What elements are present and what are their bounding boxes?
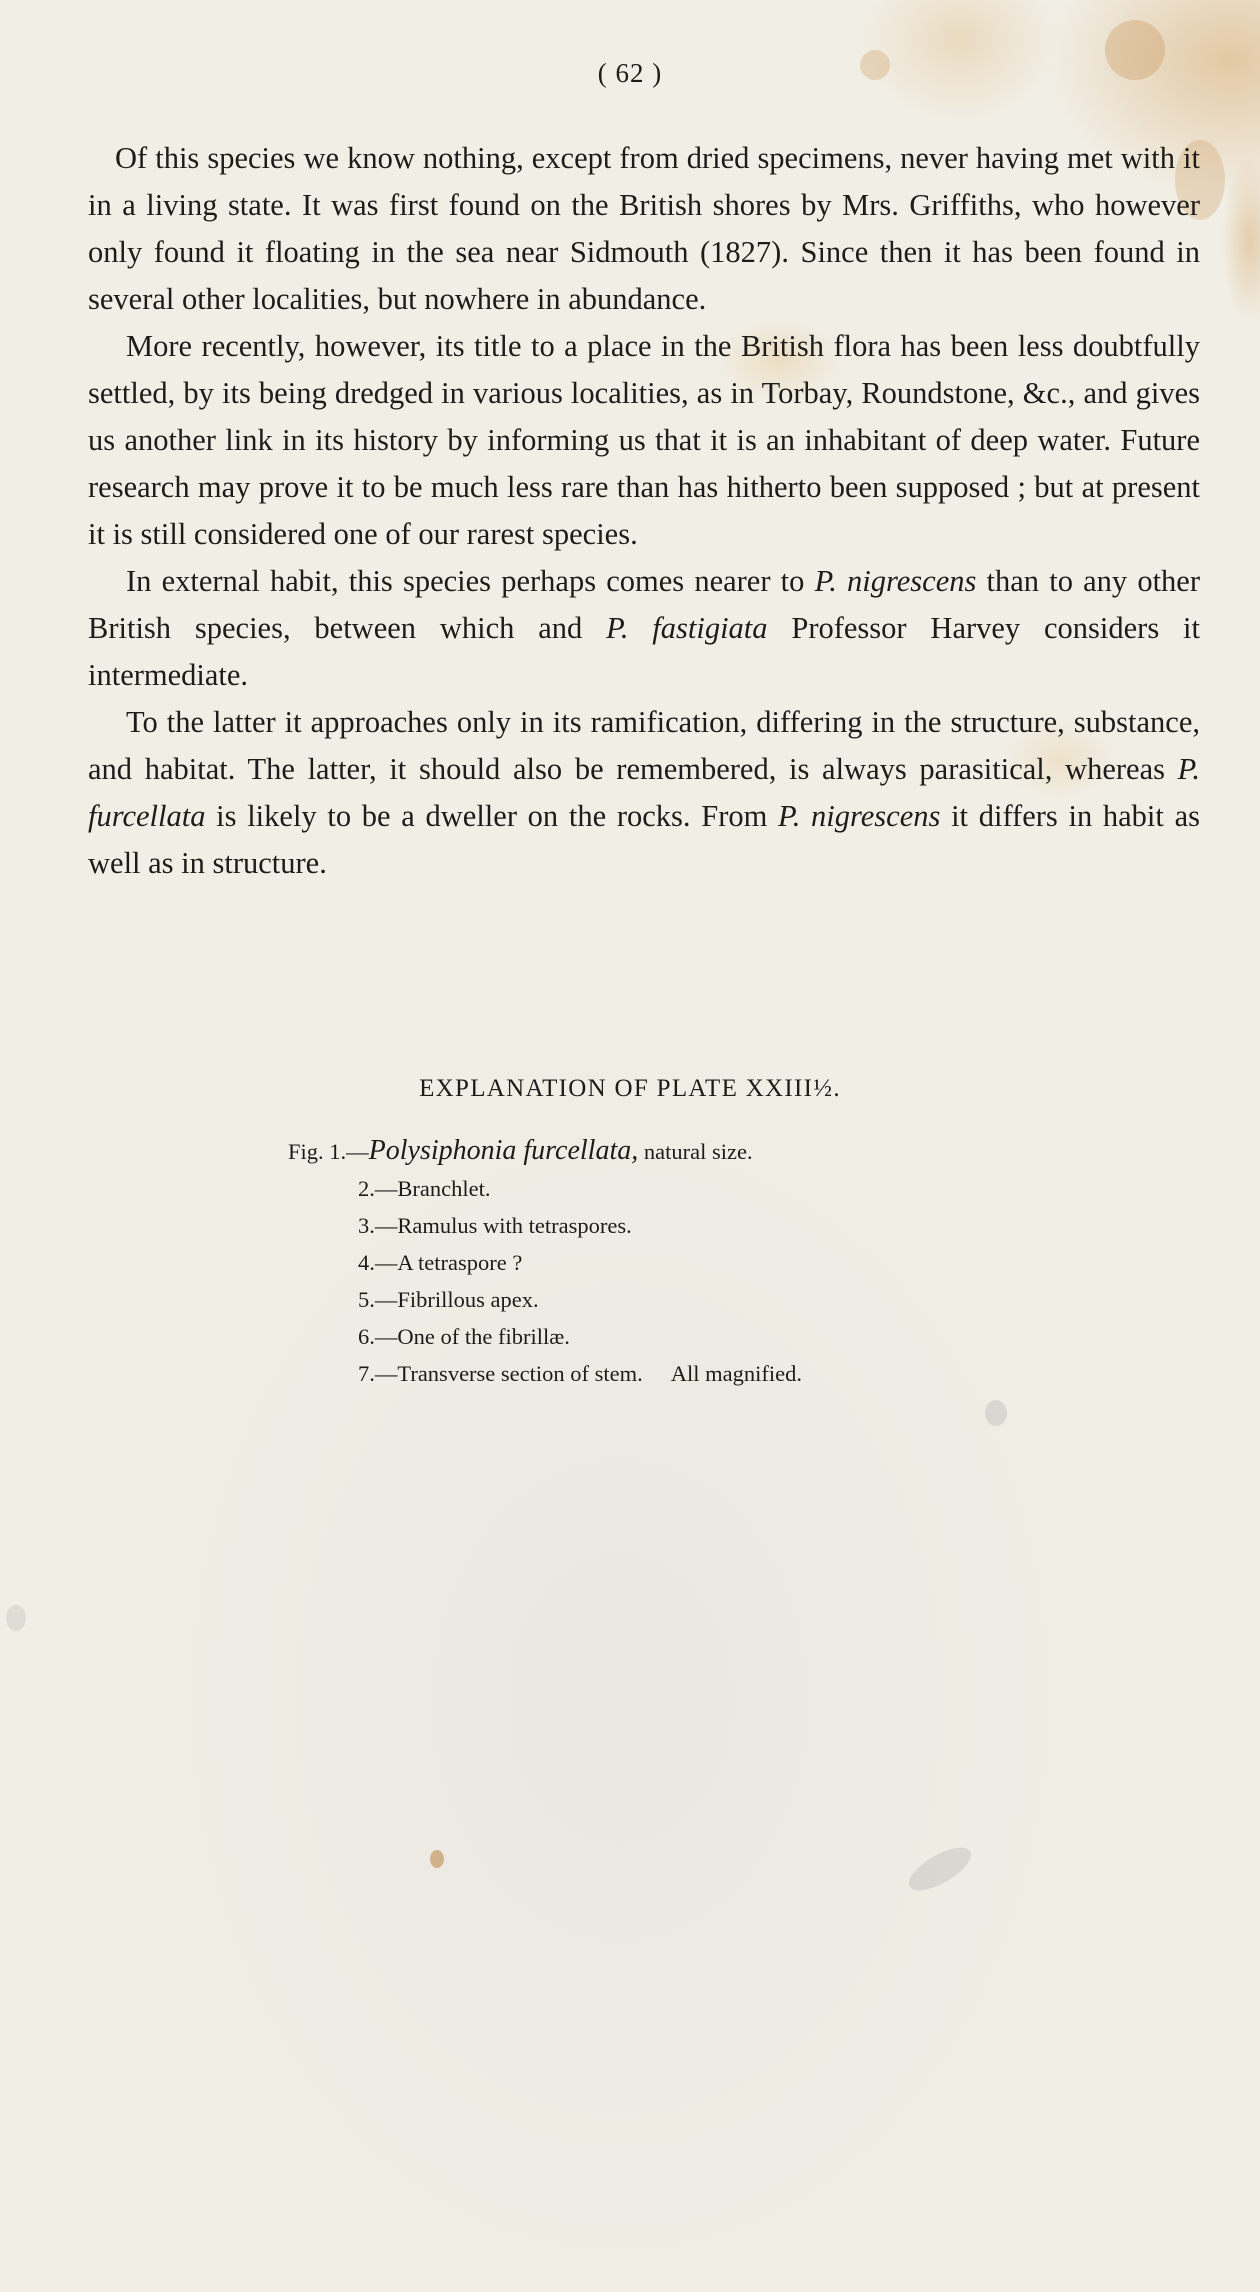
figure-description: Ramulus with tetraspores. xyxy=(397,1213,632,1238)
paragraph-text: than to any other British species, between which and xyxy=(88,564,1200,645)
paragraph-text: it differs in habit as well as in structure. xyxy=(88,799,1200,880)
paragraph xyxy=(88,558,1200,699)
species-name: P. furcellata xyxy=(88,752,1200,833)
foxing-stain xyxy=(430,1850,444,1868)
paragraph: More recently, however, its title to a place in the British flora has been less doubtfully settled, by its being dredged in various localities, as in Torbay, Roundstone, &c., and gives us another link in its history by informing us that it is an inhabitant of deep water. Future research may prove it to be much less rare than has hitherto been supposed ; but at present it is still considered one of our rarest species. xyxy=(88,329,1200,551)
figure-label: 3.— xyxy=(358,1213,398,1238)
figure-label: Fig. 1.— xyxy=(288,1139,369,1164)
body-text xyxy=(88,135,1200,887)
figure-description: natural size. xyxy=(638,1139,753,1164)
figure-label: 2.— xyxy=(358,1176,398,1201)
figure-item xyxy=(358,1170,802,1207)
figure-item xyxy=(358,1244,802,1281)
figure-description: A tetraspore ? xyxy=(397,1250,523,1275)
figure-note: All magnified. xyxy=(670,1361,802,1386)
figure-label: 5.— xyxy=(358,1287,398,1312)
figure-item xyxy=(288,1132,802,1170)
paragraph-text: In external habit, this species perhaps comes nearer to xyxy=(126,564,815,598)
figure-label: 6.— xyxy=(358,1324,398,1349)
figure-item xyxy=(358,1355,802,1392)
species-name: P. fastigiata xyxy=(606,611,768,645)
paragraph: Of this species we know nothing, except from dried specimens, never having met with it in a living state. It was first found on the British shores by Mrs. Griffiths, who however only found it floating in the sea near Sidmouth (1827). Since then it has been found in several other localities, but nowhere in abundance. xyxy=(88,141,1200,316)
figure-description: Fibrillous apex. xyxy=(397,1287,539,1312)
species-name: P. nigrescens xyxy=(778,799,941,833)
paragraph xyxy=(88,699,1200,887)
figure-label: 4.— xyxy=(358,1250,398,1275)
figure-list xyxy=(290,1132,802,1392)
figure-description: Branchlet. xyxy=(397,1176,491,1201)
figure-species: Polysiphonia furcellata, xyxy=(368,1135,639,1166)
page-number: ( 62 ) xyxy=(597,58,663,88)
figure-item xyxy=(358,1281,802,1318)
figure-description: One of the fibrillæ. xyxy=(397,1324,570,1349)
foxing-stain xyxy=(903,1839,978,1898)
paragraph-text: Professor Harvey considers it intermediate. xyxy=(88,611,1200,692)
foxing-stain xyxy=(6,1605,26,1631)
figure-item xyxy=(358,1207,802,1244)
paragraph-text: To the latter it approaches only in its ramification, differing in the structure, substance, and habitat. The latter, it should also be remembered, is always parasitical, whereas xyxy=(88,705,1200,786)
species-name: P. nigrescens xyxy=(814,564,977,598)
figure-label: 7.— xyxy=(358,1361,398,1386)
figure-item xyxy=(358,1318,802,1355)
plate-heading: EXPLANATION OF PLATE XXIII½. xyxy=(419,1075,841,1102)
foxing-stain xyxy=(985,1400,1007,1426)
paragraph-text: is likely to be a dweller on the rocks. From xyxy=(205,799,779,833)
figure-description: Transverse section of stem. xyxy=(397,1361,643,1386)
